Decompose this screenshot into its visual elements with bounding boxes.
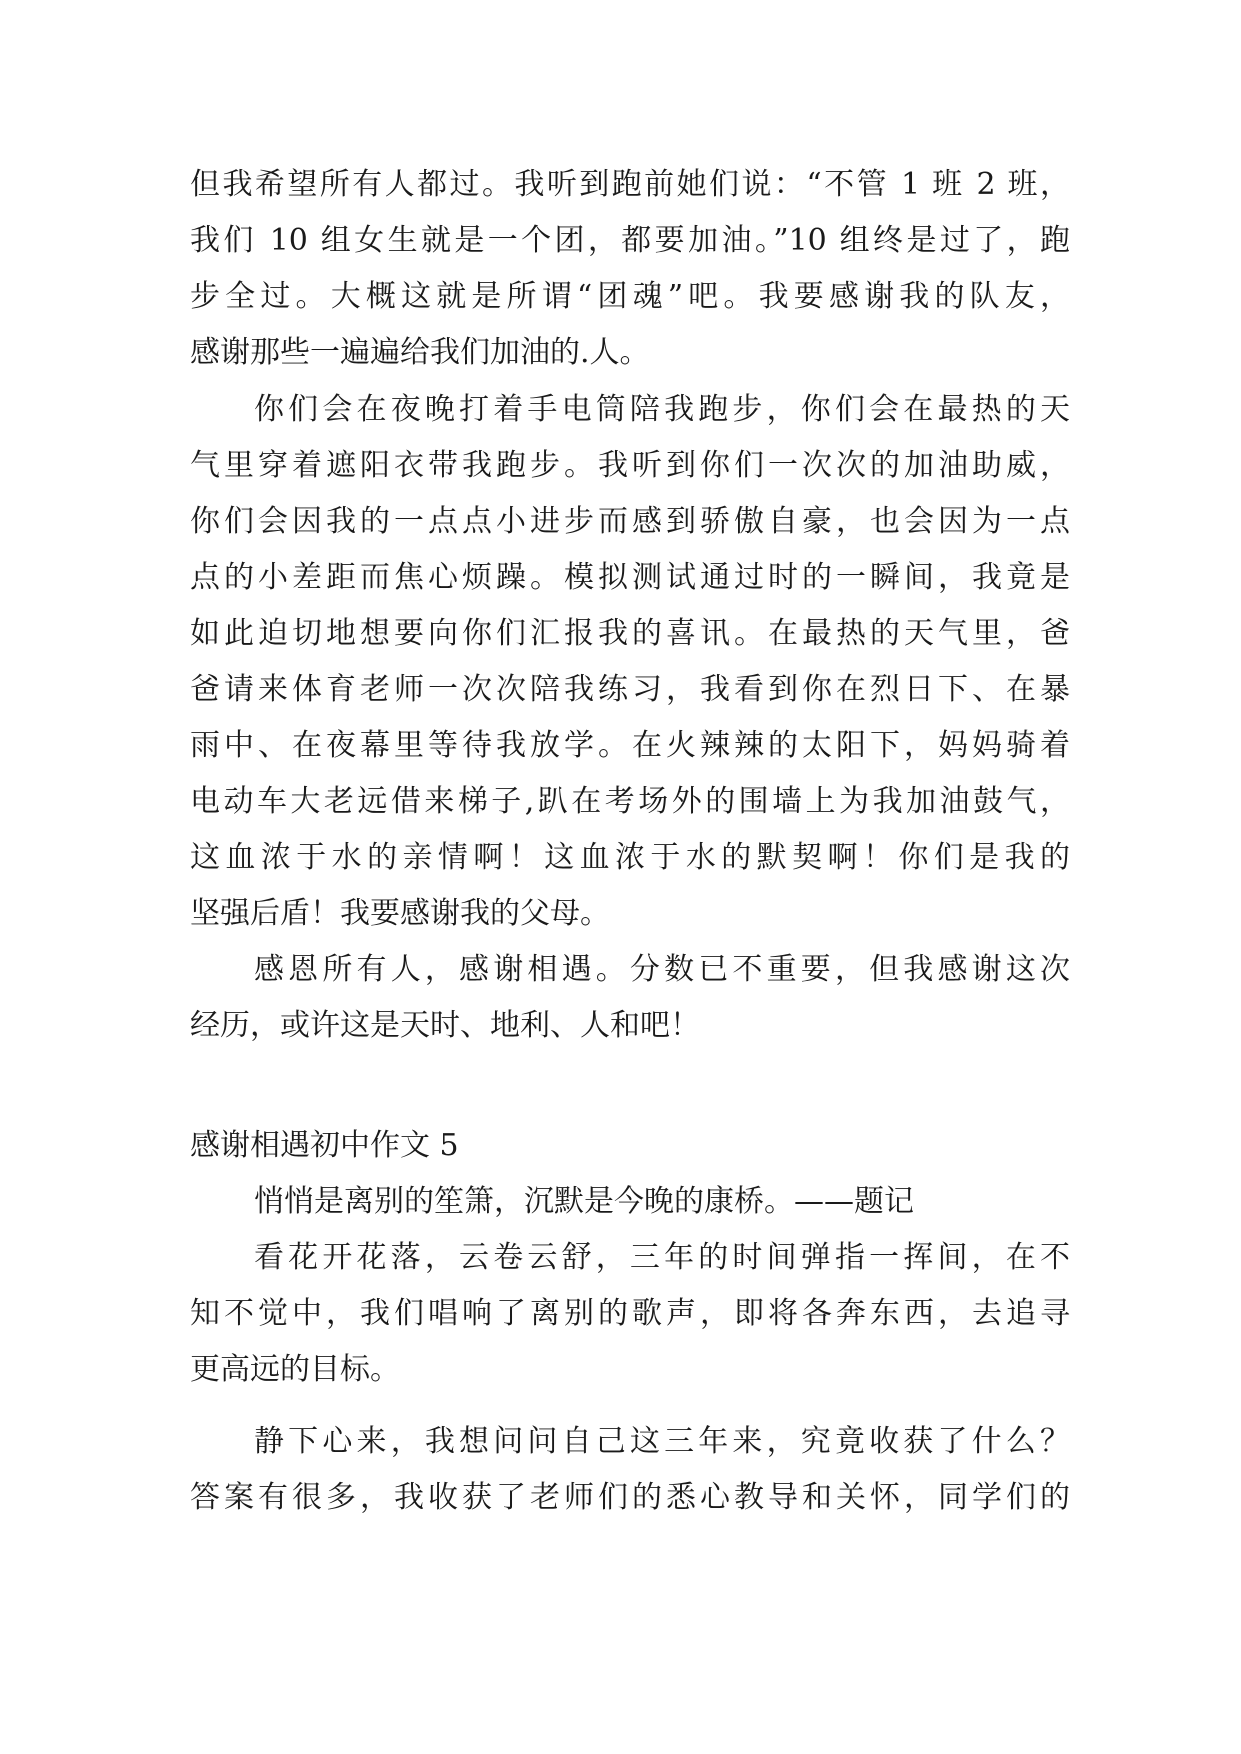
text-line: 感谢那些一遍遍给我们加油的.人。 (190, 335, 650, 370)
text-line: 我们 10 组女生就是一个团，都要加油。”10 组终是过了，跑 (190, 223, 1070, 258)
text-line: 如此迫切地想要向你们汇报我的喜讯。在最热的天气里，爸 (190, 616, 1070, 651)
text-line: 答案有很多，我收获了老师们的悉心教导和关怀，同学们的 (190, 1480, 1070, 1515)
text-line: 知不觉中，我们唱响了离别的歌声，即将各奔东西，去追寻 (190, 1296, 1070, 1331)
text-line: 爸请来体育老师一次次陪我练习，我看到你在烈日下、在暴 (190, 672, 1070, 707)
text-line: 坚强后盾！我要感谢我的父母。 (190, 896, 610, 931)
text-line: 静下心来，我想问问自己这三年来，究竟收获了什么？ (254, 1424, 1070, 1459)
text-line: 感恩所有人，感谢相遇。分数已不重要，但我感谢这次 (254, 952, 1070, 987)
text-line: 但我希望所有人都过。我听到跑前她们说：“不管 1 班 2 班， (190, 167, 1070, 202)
text-line: 你们会因我的一点点小进步而感到骄傲自豪，也会因为一点 (190, 504, 1070, 539)
epigraph: 悄悄是离别的笙箫，沉默是今晚的康桥。——题记 (254, 1184, 914, 1219)
text-line: 这血浓于水的亲情啊！这血浓于水的默契啊！你们是我的 (190, 840, 1070, 875)
text-line: 看花开花落，云卷云舒，三年的时间弹指一挥间，在不 (254, 1240, 1070, 1275)
text-line: 更高远的目标。 (190, 1352, 400, 1387)
text-line: 步全过。大概这就是所谓“团魂”吧。我要感谢我的队友， (190, 279, 1070, 314)
essay-title: 感谢相遇初中作文 5 (190, 1128, 459, 1163)
text-line: 气里穿着遮阳衣带我跑步。我听到你们一次次的加油助威， (190, 448, 1070, 483)
text-line: 点的小差距而焦心烦躁。模拟测试通过时的一瞬间，我竟是 (190, 560, 1070, 595)
text-line: 经历，或许这是天时、地利、人和吧！ (190, 1008, 700, 1043)
text-line: 电动车大老远借来梯子,趴在考场外的围墙上为我加油鼓气， (190, 784, 1070, 819)
text-line: 你们会在夜晚打着手电筒陪我跑步，你们会在最热的天 (254, 392, 1070, 427)
text-line: 雨中、在夜幕里等待我放学。在火辣辣的太阳下，妈妈骑着 (190, 728, 1070, 763)
